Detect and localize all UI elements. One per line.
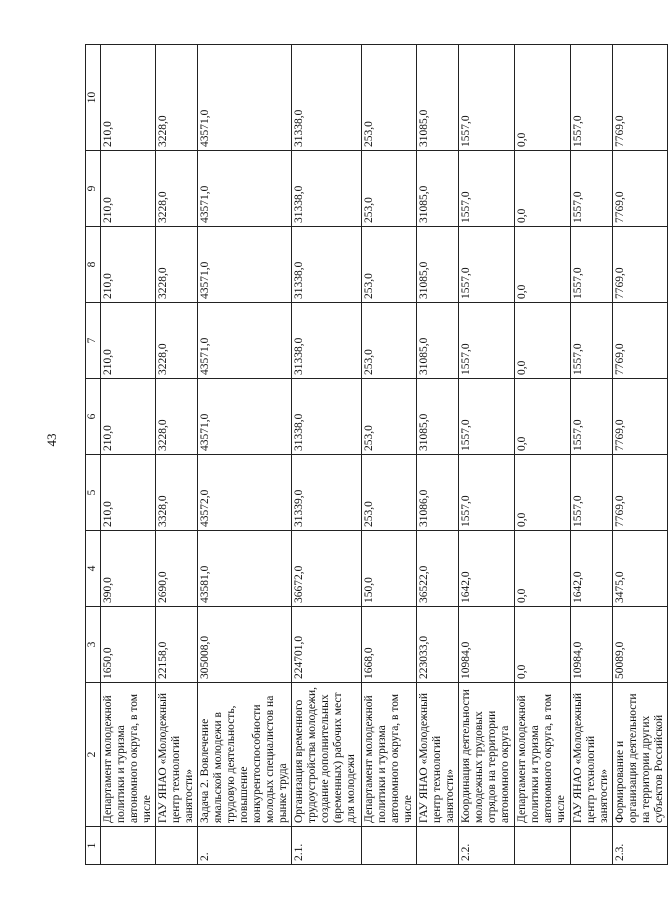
value-cell: 31085,0	[417, 227, 459, 303]
row-number-cell	[101, 827, 156, 865]
rotated-table-sheet	[85, 45, 665, 865]
value-cell: 0,0	[515, 303, 571, 379]
value-cell: 43571,0	[198, 303, 292, 379]
value-cell: 0,0	[515, 455, 571, 531]
value-cell: 223033,0	[417, 607, 459, 683]
budget-table	[85, 44, 668, 865]
row-name-cell: ГАУ ЯНАО «Молодежный центр технологий занятости»	[417, 683, 459, 827]
value-cell: 7769,0	[613, 45, 668, 151]
value-cell: 7769,0	[613, 151, 668, 227]
value-cell: 2690,0	[156, 531, 198, 607]
row-name-cell: ГАУ ЯНАО «Молодежный центр технологий занятости»	[571, 683, 613, 827]
value-cell: 3228,0	[156, 45, 198, 151]
row-name-cell: Организация временного трудоустройства молодежи, создание дополнительных (временных) рабочих мест для молодежи	[292, 683, 362, 827]
table-row	[613, 45, 668, 865]
header-row	[86, 45, 101, 865]
value-cell: 31086,0	[417, 455, 459, 531]
header-cell: 7	[86, 303, 101, 379]
value-cell: 7769,0	[613, 227, 668, 303]
value-cell: 1557,0	[459, 379, 515, 455]
page-number: 43	[44, 433, 59, 447]
value-cell: 0,0	[515, 151, 571, 227]
value-cell: 150,0	[362, 531, 417, 607]
value-cell: 253,0	[362, 45, 417, 151]
value-cell: 3475,0	[613, 531, 668, 607]
value-cell: 210,0	[101, 45, 156, 151]
table-body	[86, 45, 668, 865]
value-cell: 253,0	[362, 379, 417, 455]
value-cell: 43571,0	[198, 151, 292, 227]
value-cell: 31338,0	[292, 227, 362, 303]
value-cell: 43571,0	[198, 45, 292, 151]
value-cell: 210,0	[101, 455, 156, 531]
row-number-cell	[515, 827, 571, 865]
value-cell: 36672,0	[292, 531, 362, 607]
row-number-cell	[571, 827, 613, 865]
value-cell: 43572,0	[198, 455, 292, 531]
value-cell: 31085,0	[417, 379, 459, 455]
value-cell: 10984,0	[571, 607, 613, 683]
value-cell: 1557,0	[571, 227, 613, 303]
header-cell: 8	[86, 227, 101, 303]
value-cell: 0,0	[515, 379, 571, 455]
value-cell: 31338,0	[292, 303, 362, 379]
header-cell: 6	[86, 379, 101, 455]
value-cell: 7769,0	[613, 455, 668, 531]
row-name-cell: Координация деятельности молодежных трудовых отрядов на территории автономного округа	[459, 683, 515, 827]
value-cell: 31085,0	[417, 151, 459, 227]
value-cell: 3228,0	[156, 227, 198, 303]
row-name-cell: ГАУ ЯНАО «Молодежный центр технологий занятости»	[156, 683, 198, 827]
value-cell: 210,0	[101, 379, 156, 455]
header-cell: 9	[86, 151, 101, 227]
row-name-cell: Департамент молодежной политики и туризма автономного округа, в том числе	[101, 683, 156, 827]
table-row	[156, 45, 198, 865]
header-cell: 3	[86, 607, 101, 683]
header-cell: 2	[86, 683, 101, 827]
value-cell: 253,0	[362, 227, 417, 303]
row-name-cell: Департамент молодежной политики и туризма автономного округа, в том числе	[515, 683, 571, 827]
value-cell: 1642,0	[571, 531, 613, 607]
table-row	[362, 45, 417, 865]
value-cell: 22158,0	[156, 607, 198, 683]
row-number-cell: 2.2.	[459, 827, 515, 865]
value-cell: 43571,0	[198, 227, 292, 303]
value-cell: 31085,0	[417, 303, 459, 379]
value-cell: 31085,0	[417, 45, 459, 151]
table-row	[459, 45, 515, 865]
row-name-cell: Формирование и организация деятельности на территории других субъектов Российской	[613, 683, 668, 827]
value-cell: 7769,0	[613, 303, 668, 379]
value-cell: 1557,0	[459, 45, 515, 151]
value-cell: 31338,0	[292, 45, 362, 151]
row-number-cell	[362, 827, 417, 865]
row-number-cell	[417, 827, 459, 865]
value-cell: 3328,0	[156, 455, 198, 531]
table-row	[417, 45, 459, 865]
value-cell: 43571,0	[198, 379, 292, 455]
value-cell: 253,0	[362, 151, 417, 227]
value-cell: 0,0	[515, 45, 571, 151]
value-cell: 10984,0	[459, 607, 515, 683]
value-cell: 1668,0	[362, 607, 417, 683]
row-number-cell: 2.3.	[613, 827, 668, 865]
header-cell: 5	[86, 455, 101, 531]
value-cell: 0,0	[515, 531, 571, 607]
value-cell: 210,0	[101, 151, 156, 227]
value-cell: 1557,0	[459, 151, 515, 227]
value-cell: 31338,0	[292, 151, 362, 227]
row-number-cell	[156, 827, 198, 865]
table-row	[515, 45, 571, 865]
value-cell: 224701,0	[292, 607, 362, 683]
value-cell: 31338,0	[292, 379, 362, 455]
value-cell: 305008,0	[198, 607, 292, 683]
value-cell: 1557,0	[571, 45, 613, 151]
row-number-cell: 2.1.	[292, 827, 362, 865]
value-cell: 3228,0	[156, 379, 198, 455]
value-cell: 1557,0	[459, 455, 515, 531]
row-name-cell: Задача 2. Вовлечение ямальской молодежи в трудовую деятельность, повышение конкурентоспособности молодых специалистов на рынке труда	[198, 683, 292, 827]
header-cell: 10	[86, 45, 101, 151]
value-cell: 1650,0	[101, 607, 156, 683]
value-cell: 3228,0	[156, 151, 198, 227]
table-row	[101, 45, 156, 865]
value-cell: 1557,0	[459, 227, 515, 303]
value-cell: 253,0	[362, 303, 417, 379]
table-row	[292, 45, 362, 865]
value-cell: 210,0	[101, 303, 156, 379]
value-cell: 1557,0	[571, 151, 613, 227]
value-cell: 1557,0	[571, 303, 613, 379]
value-cell: 43581,0	[198, 531, 292, 607]
header-cell: 4	[86, 531, 101, 607]
header-cell: 1	[86, 827, 101, 865]
row-number-cell: 2.	[198, 827, 292, 865]
value-cell: 1557,0	[459, 303, 515, 379]
value-cell: 1557,0	[571, 455, 613, 531]
table-row	[198, 45, 292, 865]
value-cell: 0,0	[515, 607, 571, 683]
value-cell: 7769,0	[613, 379, 668, 455]
value-cell: 31339,0	[292, 455, 362, 531]
value-cell: 390,0	[101, 531, 156, 607]
table-row	[571, 45, 613, 865]
value-cell: 36522,0	[417, 531, 459, 607]
value-cell: 0,0	[515, 227, 571, 303]
value-cell: 210,0	[101, 227, 156, 303]
value-cell: 1557,0	[571, 379, 613, 455]
value-cell: 253,0	[362, 455, 417, 531]
value-cell: 3228,0	[156, 303, 198, 379]
row-name-cell: Департамент молодежной политики и туризма автономного округа, в том числе	[362, 683, 417, 827]
value-cell: 50089,0	[613, 607, 668, 683]
value-cell: 1642,0	[459, 531, 515, 607]
